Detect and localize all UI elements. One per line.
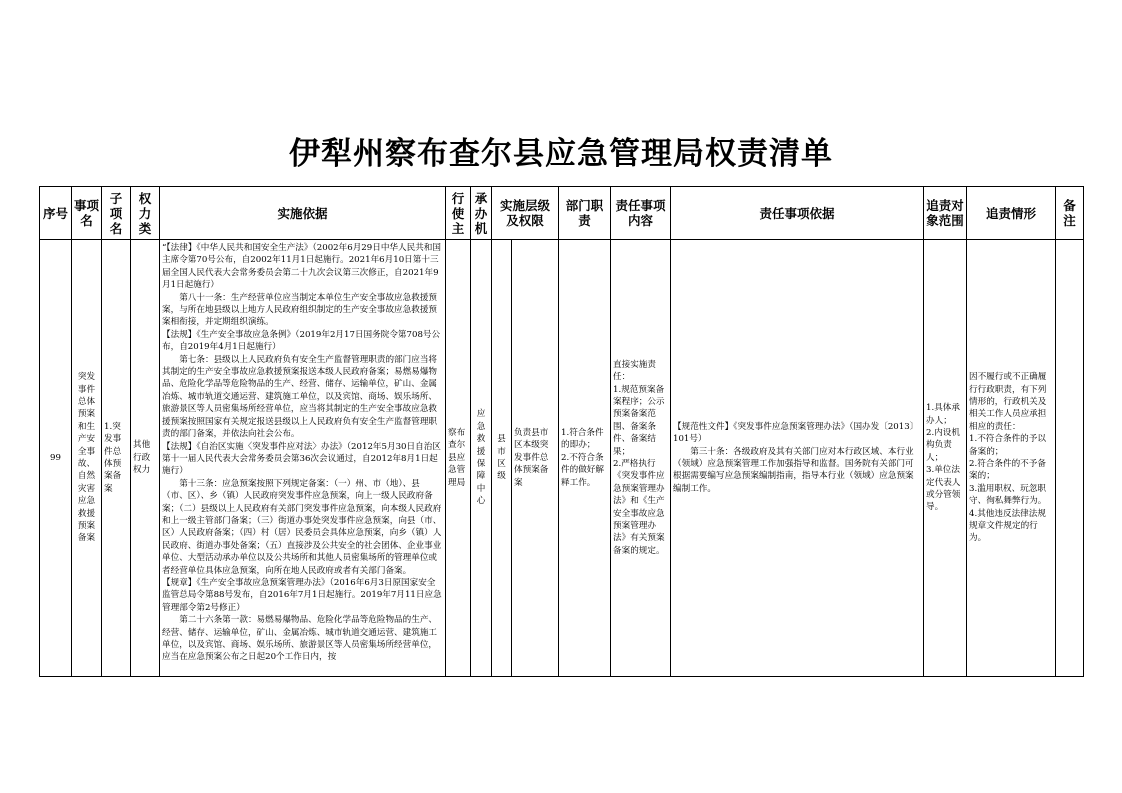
cell-account-case: 因不履行或不正确履行行政职责，有下列情形的，行政机关及相关工作人员应承担相应的责任： 1.不符合条件的予以备案的； 2.符合条件的不予备案的； 3.滥用职权、玩忽职守、徇私舞弊行为。 4.其他违反法律法规规章文件规定的行为。 xyxy=(967,240,1056,677)
responsibility-table xyxy=(39,186,1084,677)
basis-para: 第七条：县级以上人民政府负有安全生产监督管理职责的部门应当将其制定的生产安全事故应急救援预案报送本级人民政府备案；易燃易爆物品、危险化学品等危险物品的生产、经营、储存、运输单位，矿山、金属冶炼、城市轨道交通运营、建筑施工单位，以及宾馆、商场、娱乐场所、旅游景区等人员密集场所经营单位，应当将其制定的生产安全事故应急救援预案按照国家有关规定报送县级以上人民政府负有安全生产监督管理职责的部门备案，并依法向社会公布。 xyxy=(162,354,438,440)
basis-para: 第八十一条：生产经营单位应当制定本单位生产安全事故应急救援预案，与所在地县级以上地方人民政府组织制定的生产安全事故应急救援预案相衔接，并定期组织演练。 xyxy=(162,292,438,328)
cell-duty: 1.符合条件的即办； 2.不符合条件的做好解释工作。 xyxy=(559,240,611,677)
cell-item-name: 突发事件总体预案和生产安全事故、自然灾害应急救援预案备案 xyxy=(72,240,102,677)
header-basis: 实施依据 xyxy=(160,187,446,240)
cell-sub-item: 1.突发事件总体预案备案 xyxy=(102,240,131,677)
basis-para: 第二十六条第一款：易燃易爆物品、危险化学品等危险物品的生产、经营、储存、运输单位，矿山、金属冶炼、城市轨道交通运营、建筑施工单位，以及宾馆、商场、娱乐场所、旅游景区等人员密集场所经营单位，应当在应急预案公布之日起20个工作日内，按 xyxy=(162,615,438,663)
header-remark: 备注 xyxy=(1056,187,1084,240)
table-row xyxy=(40,240,1084,677)
header-resp-content: 责任事项内容 xyxy=(611,187,671,240)
header-seq: 序号 xyxy=(40,187,72,240)
header-item-name: 事项名 xyxy=(72,187,102,240)
header-sub-item: 子项名 xyxy=(102,187,131,240)
basis-para: 第十三条：应急预案按照下列规定备案：（一）州、市（地）、县（市、区）、乡（镇）人民政府突发事件应急预案，向上一级人民政府备案；（二）县级以上人民政府有关部门突发事件应急预案，向本级人民政府和上一级主管部门备案；（三）街道办事处突发事件应急预案，向县（市、区）人民政府备案；（四）村（居）民委员会具体应急预案，向乡（镇）人民政府、街道办事处备案；（五）直接涉及公共安全的社会团体、企业事业单位、大型活动承办单位以及公共场所和其他人员密集场所的管理单位或者经营单位具体应急预案，向所在地人民政府或者有关部门备案。 xyxy=(162,478,442,576)
header-account-scope: 追责对象范围 xyxy=(924,187,967,240)
cell-level-b: 负责县市区本级突发事件总体预案备案 xyxy=(512,240,559,677)
cell-power-type: 其他行政权力 xyxy=(131,240,160,677)
basis-para: 【法规】《生产安全事故应急条例》（2019年2月17日国务院令第708号公布，自2019年4月1日起施行） xyxy=(162,329,441,353)
cell-seq: 99 xyxy=(40,240,72,677)
header-level: 实施层级及权限 xyxy=(492,187,559,240)
cell-resp-content: 直接实施责任： 1.规范预案备案程序；公示预案备案范围、备案条件、备案结果； 2.严格执行《突发事件应急预案管理办法》和《生产安全事故应急预案管理办法》有关预案备案的规定。 xyxy=(611,240,671,677)
basis-para: “【法律】《中华人民共和国安全生产法》（2002年6月29日中华人民共和国主席令第70号公布，自2002年11月1日起施行。2021年6月10日第十三届全国人民代表大会常务委员会第二十九次会议第三次修正，自2021年9月1日起施行） xyxy=(162,243,441,291)
header-undertaker: 承办机 xyxy=(471,187,492,240)
header-power-type: 权力类 xyxy=(131,187,160,240)
basis-para: 【规章】《生产安全事故应急预案管理办法》（2016年6月3日原国家安全监管总局令第88号发布，自2016年7月1日起施行。2019年7月11日应急管理部令第2号修正） xyxy=(162,577,442,613)
header-resp-basis: 责任事项依据 xyxy=(671,187,924,240)
header-account-case: 追责情形 xyxy=(967,187,1056,240)
header-subject: 行使主 xyxy=(446,187,471,240)
page-title: 伊犁州察布查尔县应急管理局权责清单 xyxy=(289,136,833,172)
cell-resp-basis: 【规范性文件】《突发事件应急预案管理办法》（国办发〔2013〕101号） 第三十条：各级政府及其有关部门应对本行政区域、本行业（领域）应急预案管理工作加强指导和监督。国务院有关部门可根据需要编写应急预案编制指南，指导本行业（领域）应急预案编制工作。 xyxy=(671,240,924,677)
cell-level-a: 县市区级 xyxy=(492,240,512,677)
basis-para: 【法规】《自治区实施〈突发事件应对法〉办法》（2012年5月30日自治区第十一届人民代表大会常务委员会第36次会议通过，自2012年8月1日起施行） xyxy=(162,441,441,477)
cell-basis xyxy=(160,240,446,677)
cell-remark xyxy=(1056,240,1084,677)
cell-undertaker: 应急救援保障中心 xyxy=(471,240,492,677)
header-row xyxy=(40,187,1084,240)
cell-account-scope: 1.具体承办人； 2.内设机构负责人； 3.单位法定代表人或分管领导。 xyxy=(924,240,967,677)
cell-subject: 察布查尔县应急管理局 xyxy=(446,240,471,677)
header-duty: 部门职责 xyxy=(559,187,611,240)
